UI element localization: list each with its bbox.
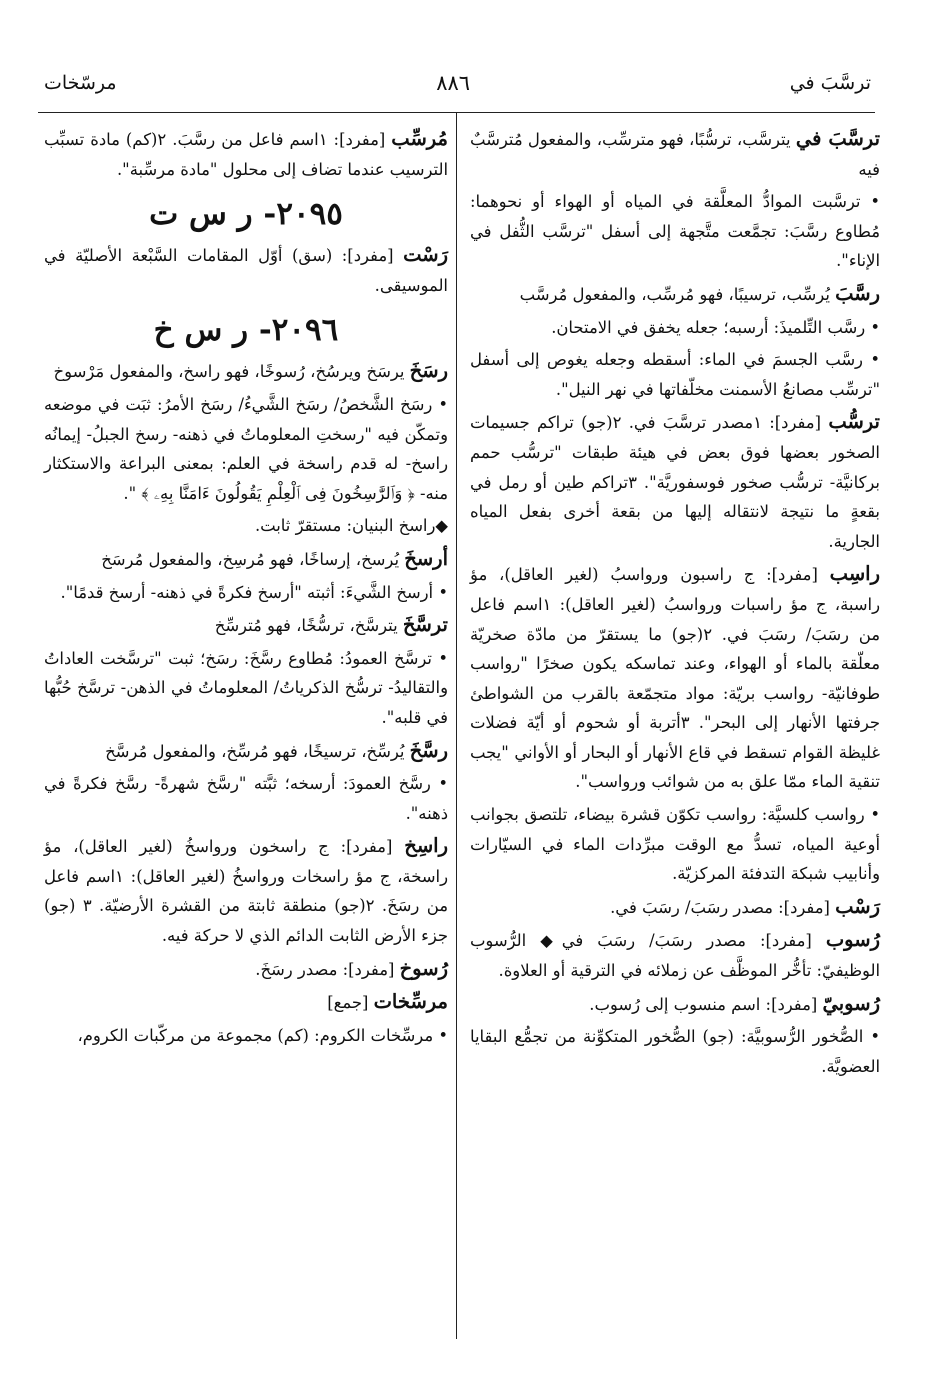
dictionary-entry <box>470 892 880 923</box>
entry-headword: مرسِّخات <box>373 990 448 1014</box>
entry-definition: • أرسخ الشَّيءَ: أثبته "أرسخ فكرةً في ذهنه- أرسخ قدمًا". <box>60 582 448 602</box>
dictionary-entry <box>44 240 448 300</box>
entry-headword: رسَّخَ <box>409 738 448 762</box>
entry-headword: راسِب <box>829 562 880 586</box>
entry-definition: • رسَّب الجسمَ في الماء: أسقطه وجعله يغوص إلى أسفل "ترسِّب مصانعُ الأسمنت مخلّفاتها في نهر النيل". <box>470 350 880 399</box>
entry-definition: [مفرد]: اسم منسوب إلى رُسوب. <box>589 994 823 1014</box>
entry-headword: مُرسِّب <box>391 127 448 150</box>
entry-headword: راسِخ <box>404 834 448 858</box>
entry-headword: أرسخَ <box>404 546 448 570</box>
entry-headword: رسَّبَ <box>835 281 880 305</box>
entry-headword: رُسوبيّ <box>822 991 880 1015</box>
dictionary-entry <box>470 925 880 985</box>
entry-definition: • رسَخ الشَّخصُ/ رسَخ الشَّيءُ/ رسَخ الأمرُ: ثبَت في موضعه وتمكّن فيه "رسختِ المعلوماتُ في ذهنه- رسخ الجبلُ- إيمانُه راسخ- له قدم راسخة في العلم: بمعنى البراعة والاستكثار منه- ﴿ وَٱلرَّٰسِخُونَ فِى ٱلْعِلْمِ يَقُولُونَ ءَامَنَّا بِهِۦ ﴾ ". <box>44 394 448 503</box>
entry-headword: ترسَّبَ في <box>795 127 880 150</box>
dictionary-entry <box>44 544 448 575</box>
entry-definition: [مفرد]: ج راسبون ورواسبُ (لغير العاقل)، مؤ راسبة، ج مؤ راسبات ورواسبُ (لغير العاقل): ١اسم فاعل من رسَبَ/ رسَبَ في. ٢(جو) ما يستقرّ من مادّة صخريّة معلّقة بالماء أو الهواء، وعند تماسكه يكون صخرًا "رواسب طوفانيّة- رواسب بريّة: مواد متجمّعة بالقرب من الشواطئ جرفتها الأنهار إلى البحر". ٣أتربة أو شحوم أو أيّة فضلات غليظة القوام تسقط في قاع الأنهار أو البحار أو الأواني "يجب تنقية الماء ممّا علق به من شوائب ورواسب". <box>470 565 881 792</box>
entry-sense <box>44 390 448 508</box>
dictionary-entry <box>470 124 880 184</box>
entry-definition: [جمع] <box>327 993 374 1013</box>
entry-sense <box>44 769 448 828</box>
entry-definition: يترسَّخ، ترسُّخًا، فهو مُترسِّخ <box>214 616 403 636</box>
entry-definition: • الصُّخور الرُّسوبيَّة: (جو) الصُّخور المتكوِّنة من تجمُّع البقايا العضويَّة. <box>470 1027 880 1076</box>
dictionary-entry <box>44 954 448 985</box>
root-section-heading: ٢٠٩٥- ر س ت <box>149 196 343 233</box>
entry-headword: ترسُّب <box>828 410 880 434</box>
column-divider <box>456 112 457 1339</box>
dictionary-entry <box>470 279 880 310</box>
entry-definition: يُرسِّخ، ترسيخًا، فهو مُرسِّخ، والمفعول مُرسَّخ <box>105 741 410 761</box>
entry-sense <box>470 345 880 404</box>
entry-definition: • رسَّخ العمودَ: أرسخه؛ ثبَّته "رسَّخ شهرةً- رسَّخ فكرةً في ذهنه". <box>44 774 448 823</box>
dictionary-entry <box>44 736 448 767</box>
entry-sense <box>470 800 880 889</box>
dictionary-entry <box>470 559 880 797</box>
entry-definition: [مفرد]: مصدر رسَبَ/ رسَبَ في. <box>610 897 836 917</box>
entry-definition: ◆راسخ البنيان: مستقرّ ثابت. <box>254 516 448 536</box>
entry-definition: • ترسَّخ العمودُ: مُطاوع رسَّخَ: رسَخ؛ ثبت "ترسَّخت العاداتُ والتقاليدُ- ترسُّخ الذكرياتُ/ المعلوماتُ في الذهن- ترسَّخ حُبُّها في قلبه". <box>44 648 448 727</box>
page-header <box>44 66 871 100</box>
entry-definition: • رسَّب التِّلميذَ: أرسبه؛ جعله يخفق في الامتحان. <box>551 317 880 337</box>
entry-headword: رَسْب <box>835 894 880 918</box>
entry-definition: يُرسِّب، ترسيبًا، فهو مُرسِّب، والمفعول مُرسَّب <box>519 284 836 304</box>
entry-definition: [مفرد]: ج راسخون ورواسخُ (لغير العاقل)، مؤ راسخة، ج مؤ راسخات ورواسخُ (لغير العاقل): ١اسم فاعل من رسَخَ. ٢(جو) منطقة ثابتة من القشرة الأرضيّة. ٣ (جو) جزء الأرض الثابت الدائم الذي لا حركة فيه. <box>44 837 448 946</box>
entry-definition: [مفرد]: ١مصدر ترسَّبَ في. ٢(جو) تراكم جسيمات الصخور بعضها فوق بعض في هيئة طبقات "ترسُّب حمم بركانيَّة- ترسُّب صخور فوسفوريَّة". ٣تراكم طين أو رمل في بقعةٍ ما نتيجة لانتقاله إليها من بقعة أخرى بفعل المياه الجارية. <box>470 413 880 551</box>
dictionary-entry <box>470 989 880 1020</box>
entry-definition: [مفرد]: مصدر رسَخَ. <box>255 959 400 979</box>
entry-sense <box>44 511 448 541</box>
entry-headword: رَسْت <box>403 243 448 267</box>
entry-headword: رُسوخ <box>399 956 448 980</box>
entry-definition: يُرسخ، إرساخًا، فهو مُرسِخ، والمفعول مُرسَخ <box>101 549 405 569</box>
entry-headword: رسَخَ <box>409 359 448 383</box>
entry-sense <box>470 313 880 343</box>
entry-sense <box>470 187 880 276</box>
dictionary-entry <box>44 987 448 1018</box>
entry-headword: ترسَّخَ <box>402 613 448 637</box>
entry-definition: [مفرد]: ١اسم فاعل من رسَّبَ. ٢(كم) مادة تسبِّب الترسيب عندما تضاف إلى محلول "مادة مرسِّبة". <box>44 130 448 179</box>
dictionary-entry <box>470 407 880 556</box>
dictionary-entry <box>44 124 448 184</box>
dictionary-entry <box>44 831 448 950</box>
right-column <box>470 124 880 1084</box>
entry-sense <box>44 1021 448 1051</box>
page-number: ٨٨٦ <box>436 71 471 95</box>
entry-sense <box>470 1022 880 1081</box>
entry-definition: • ترسَّبت الموادُّ المعلَّقة في المياه أو الهواء أو نحوهما: مُطاوع رسَّبَ: تجمَّعت متَّجهة إلى أسفل "ترسَّب الثُّفل في الإناء". <box>470 192 880 271</box>
left-column <box>44 124 448 1053</box>
header-first-entry: ترسَّبَ في <box>789 72 871 94</box>
root-section-heading: ٢٠٩٦- ر س خ <box>153 312 339 349</box>
entry-definition: [مفرد]: (سق) أوّل المقامات السَّبْعة الأصليّة في الموسيقى. <box>44 246 448 295</box>
dictionary-entry <box>44 610 448 641</box>
entry-definition: • مرسِّخات الكروم: (كم) مجموعة من مركّبات الكروم، <box>77 1025 448 1045</box>
entry-sense <box>44 578 448 608</box>
entry-headword: رُسوب <box>825 928 880 952</box>
entry-definition: يترسَّب، ترسُّبًا، فهو مترسِّب، والمفعول مُترسَّبٌ فيه <box>470 130 880 179</box>
entry-definition: • رواسب كلسيَّة: رواسب تكوّن قشرة بيضاء، تلتصق بجوانب أوعية المياه، تسدُّ مع الوقت مبرِّدات الماء في السيّارات وأنابيب شبكة التدفئة المركزيّة. <box>470 805 880 884</box>
entry-definition: [مفرد]: مصدر رسَبَ/ رسَبَ في◆ الرُّسوب الوظيفيّ: تأخُّر الموظَّف عن زملائه في الترقية أو العلاوة. <box>470 931 880 981</box>
dictionary-entry <box>44 356 448 387</box>
entry-sense <box>44 644 448 733</box>
entry-definition: يرسَخ ويرسُخ، رُسوخًا، فهو راسخ، والمفعول مَرْسوخ <box>53 362 410 382</box>
header-last-entry: مرسّخات <box>44 72 117 94</box>
